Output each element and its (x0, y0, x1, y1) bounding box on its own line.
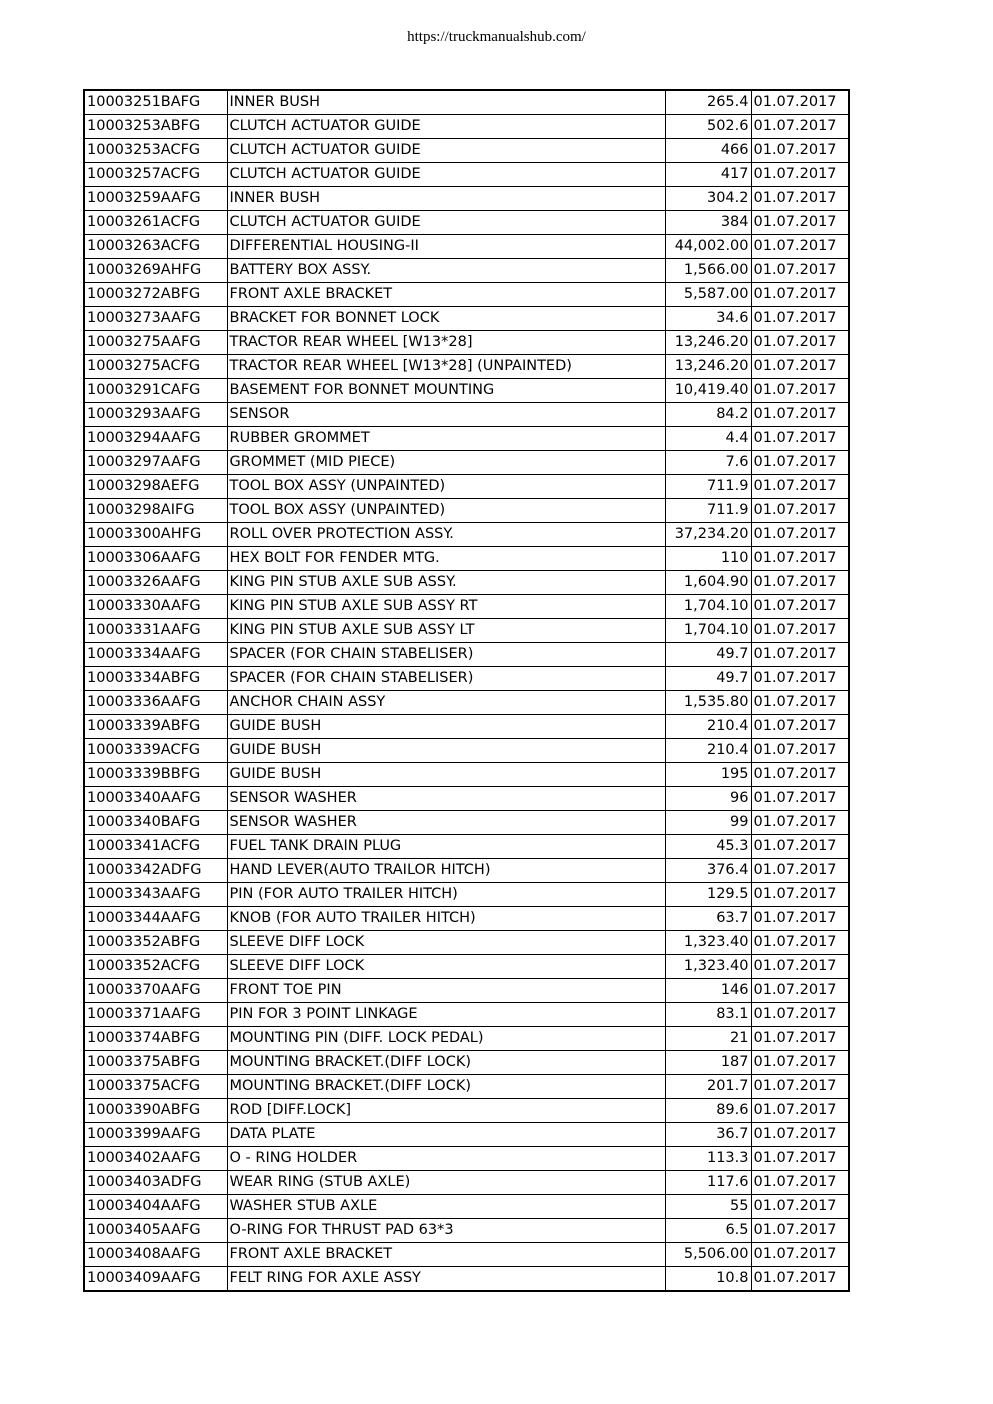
part-price-cell: 187 (665, 1051, 751, 1075)
part-code-cell: 10003272ABFG (84, 283, 227, 307)
part-price-cell: 711.9 (665, 475, 751, 499)
table-row (84, 235, 849, 259)
effective-date-cell: 01.07.2017 (751, 835, 849, 859)
table-row (84, 691, 849, 715)
effective-date-cell: 01.07.2017 (751, 1003, 849, 1027)
part-description-cell: SLEEVE DIFF LOCK (227, 931, 665, 955)
table-row (84, 763, 849, 787)
effective-date-cell: 01.07.2017 (751, 931, 849, 955)
part-description-cell: SENSOR (227, 403, 665, 427)
part-code-cell: 10003298AIFG (84, 499, 227, 523)
part-code-cell: 10003298AEFG (84, 475, 227, 499)
part-code-cell: 10003408AAFG (84, 1243, 227, 1267)
effective-date-cell: 01.07.2017 (751, 139, 849, 163)
part-description-cell: GUIDE BUSH (227, 715, 665, 739)
part-description-cell: HAND LEVER(AUTO TRAILOR HITCH) (227, 859, 665, 883)
part-price-cell: 13,246.20 (665, 355, 751, 379)
part-description-cell: ROD [DIFF.LOCK] (227, 1099, 665, 1123)
effective-date-cell: 01.07.2017 (751, 595, 849, 619)
part-price-cell: 34.6 (665, 307, 751, 331)
effective-date-cell: 01.07.2017 (751, 235, 849, 259)
table-row (84, 883, 849, 907)
part-code-cell: 10003390ABFG (84, 1099, 227, 1123)
effective-date-cell: 01.07.2017 (751, 283, 849, 307)
part-price-cell: 1,566.00 (665, 259, 751, 283)
part-price-cell: 384 (665, 211, 751, 235)
part-description-cell: MOUNTING BRACKET.(DIFF LOCK) (227, 1075, 665, 1099)
part-code-cell: 10003339BBFG (84, 763, 227, 787)
part-description-cell: PIN (FOR AUTO TRAILER HITCH) (227, 883, 665, 907)
effective-date-cell: 01.07.2017 (751, 187, 849, 211)
part-price-cell: 83.1 (665, 1003, 751, 1027)
table-row (84, 259, 849, 283)
effective-date-cell: 01.07.2017 (751, 859, 849, 883)
part-code-cell: 10003330AAFG (84, 595, 227, 619)
table-row (84, 1003, 849, 1027)
table-row (84, 163, 849, 187)
part-price-cell: 376.4 (665, 859, 751, 883)
part-price-cell: 89.6 (665, 1099, 751, 1123)
table-row (84, 955, 849, 979)
part-price-cell: 117.6 (665, 1171, 751, 1195)
part-code-cell: 10003341ACFG (84, 835, 227, 859)
part-description-cell: KING PIN STUB AXLE SUB ASSY. (227, 571, 665, 595)
part-code-cell: 10003251BAFG (84, 90, 227, 115)
effective-date-cell: 01.07.2017 (751, 1171, 849, 1195)
part-price-cell: 1,704.10 (665, 595, 751, 619)
part-code-cell: 10003371AAFG (84, 1003, 227, 1027)
part-description-cell: GUIDE BUSH (227, 739, 665, 763)
effective-date-cell: 01.07.2017 (751, 307, 849, 331)
part-code-cell: 10003403ADFG (84, 1171, 227, 1195)
part-price-cell: 5,506.00 (665, 1243, 751, 1267)
effective-date-cell: 01.07.2017 (751, 715, 849, 739)
effective-date-cell: 01.07.2017 (751, 475, 849, 499)
part-description-cell: CLUTCH ACTUATOR GUIDE (227, 115, 665, 139)
part-description-cell: MOUNTING BRACKET.(DIFF LOCK) (227, 1051, 665, 1075)
effective-date-cell: 01.07.2017 (751, 547, 849, 571)
part-description-cell: FRONT AXLE BRACKET (227, 283, 665, 307)
effective-date-cell: 01.07.2017 (751, 90, 849, 115)
effective-date-cell: 01.07.2017 (751, 1195, 849, 1219)
part-code-cell: 10003294AAFG (84, 427, 227, 451)
part-code-cell: 10003291CAFG (84, 379, 227, 403)
part-price-cell: 711.9 (665, 499, 751, 523)
header-url: https://truckmanualshub.com/ (407, 29, 586, 45)
table-row (84, 787, 849, 811)
table-row (84, 475, 849, 499)
part-code-cell: 10003352ACFG (84, 955, 227, 979)
part-code-cell: 10003326AAFG (84, 571, 227, 595)
part-price-cell: 13,246.20 (665, 331, 751, 355)
part-code-cell: 10003375ACFG (84, 1075, 227, 1099)
part-description-cell: DIFFERENTIAL HOUSING-II (227, 235, 665, 259)
table-row (84, 1099, 849, 1123)
part-description-cell: TOOL BOX ASSY (UNPAINTED) (227, 499, 665, 523)
table-row (84, 595, 849, 619)
effective-date-cell: 01.07.2017 (751, 523, 849, 547)
part-code-cell: 10003399AAFG (84, 1123, 227, 1147)
table-row (84, 451, 849, 475)
part-description-cell: ANCHOR CHAIN ASSY (227, 691, 665, 715)
part-code-cell: 10003300AHFG (84, 523, 227, 547)
effective-date-cell: 01.07.2017 (751, 211, 849, 235)
part-price-cell: 210.4 (665, 715, 751, 739)
part-description-cell: SENSOR WASHER (227, 811, 665, 835)
part-description-cell: ROLL OVER PROTECTION ASSY. (227, 523, 665, 547)
part-price-cell: 129.5 (665, 883, 751, 907)
table-row (84, 1051, 849, 1075)
part-price-cell: 21 (665, 1027, 751, 1051)
part-description-cell: PIN FOR 3 POINT LINKAGE (227, 1003, 665, 1027)
effective-date-cell: 01.07.2017 (751, 787, 849, 811)
effective-date-cell: 01.07.2017 (751, 259, 849, 283)
part-description-cell: O-RING FOR THRUST PAD 63*3 (227, 1219, 665, 1243)
effective-date-cell: 01.07.2017 (751, 619, 849, 643)
table-row (84, 1075, 849, 1099)
part-description-cell: INNER BUSH (227, 90, 665, 115)
effective-date-cell: 01.07.2017 (751, 811, 849, 835)
part-code-cell: 10003297AAFG (84, 451, 227, 475)
table-row (84, 835, 849, 859)
effective-date-cell: 01.07.2017 (751, 643, 849, 667)
effective-date-cell: 01.07.2017 (751, 427, 849, 451)
part-price-cell: 201.7 (665, 1075, 751, 1099)
part-price-cell: 265.4 (665, 90, 751, 115)
part-description-cell: FRONT TOE PIN (227, 979, 665, 1003)
table-row (84, 547, 849, 571)
table-row (84, 283, 849, 307)
part-code-cell: 10003340BAFG (84, 811, 227, 835)
table-row (84, 523, 849, 547)
effective-date-cell: 01.07.2017 (751, 907, 849, 931)
part-description-cell: WASHER STUB AXLE (227, 1195, 665, 1219)
part-description-cell: KING PIN STUB AXLE SUB ASSY LT (227, 619, 665, 643)
part-code-cell: 10003340AAFG (84, 787, 227, 811)
table-row (84, 355, 849, 379)
effective-date-cell: 01.07.2017 (751, 1243, 849, 1267)
effective-date-cell: 01.07.2017 (751, 379, 849, 403)
effective-date-cell: 01.07.2017 (751, 403, 849, 427)
part-description-cell: MOUNTING PIN (DIFF. LOCK PEDAL) (227, 1027, 665, 1051)
part-description-cell: GUIDE BUSH (227, 763, 665, 787)
part-price-cell: 49.7 (665, 643, 751, 667)
part-price-cell: 49.7 (665, 667, 751, 691)
part-price-cell: 7.6 (665, 451, 751, 475)
effective-date-cell: 01.07.2017 (751, 1219, 849, 1243)
part-description-cell: CLUTCH ACTUATOR GUIDE (227, 211, 665, 235)
table-row (84, 643, 849, 667)
part-code-cell: 10003342ADFG (84, 859, 227, 883)
part-code-cell: 10003370AAFG (84, 979, 227, 1003)
table-row (84, 1147, 849, 1171)
part-code-cell: 10003405AAFG (84, 1219, 227, 1243)
effective-date-cell: 01.07.2017 (751, 163, 849, 187)
part-code-cell: 10003331AAFG (84, 619, 227, 643)
part-price-cell: 99 (665, 811, 751, 835)
part-code-cell: 10003253ABFG (84, 115, 227, 139)
part-code-cell: 10003253ACFG (84, 139, 227, 163)
part-description-cell: SPACER (FOR CHAIN STABELISER) (227, 667, 665, 691)
effective-date-cell: 01.07.2017 (751, 115, 849, 139)
effective-date-cell: 01.07.2017 (751, 979, 849, 1003)
effective-date-cell: 01.07.2017 (751, 1027, 849, 1051)
effective-date-cell: 01.07.2017 (751, 1099, 849, 1123)
part-code-cell: 10003334AAFG (84, 643, 227, 667)
table-row (84, 1027, 849, 1051)
part-description-cell: FELT RING FOR AXLE ASSY (227, 1267, 665, 1292)
parts-table-body (84, 90, 849, 1291)
part-price-cell: 1,604.90 (665, 571, 751, 595)
effective-date-cell: 01.07.2017 (751, 883, 849, 907)
part-price-cell: 1,704.10 (665, 619, 751, 643)
part-price-cell: 146 (665, 979, 751, 1003)
part-code-cell: 10003402AAFG (84, 1147, 227, 1171)
effective-date-cell: 01.07.2017 (751, 691, 849, 715)
part-price-cell: 4.4 (665, 427, 751, 451)
part-code-cell: 10003293AAFG (84, 403, 227, 427)
part-description-cell: KNOB (FOR AUTO TRAILER HITCH) (227, 907, 665, 931)
table-row (84, 90, 849, 115)
part-price-cell: 84.2 (665, 403, 751, 427)
part-code-cell: 10003336AAFG (84, 691, 227, 715)
effective-date-cell: 01.07.2017 (751, 499, 849, 523)
part-code-cell: 10003334ABFG (84, 667, 227, 691)
part-price-cell: 304.2 (665, 187, 751, 211)
table-row (84, 1243, 849, 1267)
table-row (84, 1171, 849, 1195)
part-price-cell: 63.7 (665, 907, 751, 931)
table-row (84, 307, 849, 331)
part-price-cell: 110 (665, 547, 751, 571)
table-row (84, 1123, 849, 1147)
part-description-cell: RUBBER GROMMET (227, 427, 665, 451)
part-code-cell: 10003257ACFG (84, 163, 227, 187)
effective-date-cell: 01.07.2017 (751, 355, 849, 379)
part-description-cell: WEAR RING (STUB AXLE) (227, 1171, 665, 1195)
part-code-cell: 10003352ABFG (84, 931, 227, 955)
part-price-cell: 37,234.20 (665, 523, 751, 547)
part-price-cell: 210.4 (665, 739, 751, 763)
effective-date-cell: 01.07.2017 (751, 331, 849, 355)
part-code-cell: 10003275ACFG (84, 355, 227, 379)
table-row (84, 187, 849, 211)
part-description-cell: CLUTCH ACTUATOR GUIDE (227, 163, 665, 187)
part-price-cell: 10,419.40 (665, 379, 751, 403)
effective-date-cell: 01.07.2017 (751, 667, 849, 691)
part-description-cell: BASEMENT FOR BONNET MOUNTING (227, 379, 665, 403)
part-code-cell: 10003339ACFG (84, 739, 227, 763)
table-row (84, 1267, 849, 1292)
part-description-cell: SPACER (FOR CHAIN STABELISER) (227, 643, 665, 667)
part-description-cell: INNER BUSH (227, 187, 665, 211)
part-code-cell: 10003261ACFG (84, 211, 227, 235)
part-price-cell: 96 (665, 787, 751, 811)
part-description-cell: TRACTOR REAR WHEEL [W13*28] (227, 331, 665, 355)
effective-date-cell: 01.07.2017 (751, 451, 849, 475)
table-row (84, 739, 849, 763)
table-row (84, 931, 849, 955)
table-row (84, 811, 849, 835)
effective-date-cell: 01.07.2017 (751, 955, 849, 979)
part-price-cell: 10.8 (665, 1267, 751, 1292)
table-row (84, 499, 849, 523)
table-row (84, 1219, 849, 1243)
part-code-cell: 10003259AAFG (84, 187, 227, 211)
table-row (84, 115, 849, 139)
part-description-cell: BRACKET FOR BONNET LOCK (227, 307, 665, 331)
part-price-cell: 5,587.00 (665, 283, 751, 307)
part-price-cell: 1,323.40 (665, 931, 751, 955)
table-row (84, 667, 849, 691)
effective-date-cell: 01.07.2017 (751, 1075, 849, 1099)
effective-date-cell: 01.07.2017 (751, 1051, 849, 1075)
part-description-cell: FUEL TANK DRAIN PLUG (227, 835, 665, 859)
part-code-cell: 10003273AAFG (84, 307, 227, 331)
part-description-cell: CLUTCH ACTUATOR GUIDE (227, 139, 665, 163)
effective-date-cell: 01.07.2017 (751, 763, 849, 787)
part-description-cell: HEX BOLT FOR FENDER MTG. (227, 547, 665, 571)
part-code-cell: 10003409AAFG (84, 1267, 227, 1292)
table-row (84, 403, 849, 427)
part-description-cell: GROMMET (MID PIECE) (227, 451, 665, 475)
table-row (84, 331, 849, 355)
table-row (84, 979, 849, 1003)
table-row (84, 427, 849, 451)
part-description-cell: DATA PLATE (227, 1123, 665, 1147)
table-row (84, 859, 849, 883)
part-price-cell: 6.5 (665, 1219, 751, 1243)
part-code-cell: 10003374ABFG (84, 1027, 227, 1051)
part-price-cell: 44,002.00 (665, 235, 751, 259)
part-code-cell: 10003306AAFG (84, 547, 227, 571)
part-code-cell: 10003263ACFG (84, 235, 227, 259)
part-price-cell: 195 (665, 763, 751, 787)
part-price-cell: 417 (665, 163, 751, 187)
effective-date-cell: 01.07.2017 (751, 571, 849, 595)
part-description-cell: KING PIN STUB AXLE SUB ASSY RT (227, 595, 665, 619)
part-code-cell: 10003344AAFG (84, 907, 227, 931)
part-code-cell: 10003269AHFG (84, 259, 227, 283)
table-row (84, 619, 849, 643)
part-price-cell: 55 (665, 1195, 751, 1219)
part-price-cell: 466 (665, 139, 751, 163)
part-code-cell: 10003339ABFG (84, 715, 227, 739)
part-price-cell: 36.7 (665, 1123, 751, 1147)
part-price-cell: 45.3 (665, 835, 751, 859)
table-row (84, 907, 849, 931)
part-price-cell: 1,535.80 (665, 691, 751, 715)
table-row (84, 571, 849, 595)
part-description-cell: BATTERY BOX ASSY. (227, 259, 665, 283)
part-code-cell: 10003343AAFG (84, 883, 227, 907)
part-code-cell: 10003375ABFG (84, 1051, 227, 1075)
part-description-cell: O - RING HOLDER (227, 1147, 665, 1171)
part-price-cell: 502.6 (665, 115, 751, 139)
part-price-cell: 1,323.40 (665, 955, 751, 979)
part-description-cell: SENSOR WASHER (227, 787, 665, 811)
table-row (84, 139, 849, 163)
effective-date-cell: 01.07.2017 (751, 1123, 849, 1147)
effective-date-cell: 01.07.2017 (751, 1147, 849, 1171)
effective-date-cell: 01.07.2017 (751, 739, 849, 763)
part-description-cell: TOOL BOX ASSY (UNPAINTED) (227, 475, 665, 499)
parts-price-table (83, 89, 850, 1292)
table-row (84, 211, 849, 235)
effective-date-cell: 01.07.2017 (751, 1267, 849, 1292)
table-row (84, 715, 849, 739)
part-description-cell: TRACTOR REAR WHEEL [W13*28] (UNPAINTED) (227, 355, 665, 379)
part-description-cell: FRONT AXLE BRACKET (227, 1243, 665, 1267)
part-description-cell: SLEEVE DIFF LOCK (227, 955, 665, 979)
part-price-cell: 113.3 (665, 1147, 751, 1171)
table-row (84, 379, 849, 403)
part-code-cell: 10003404AAFG (84, 1195, 227, 1219)
table-row (84, 1195, 849, 1219)
part-code-cell: 10003275AAFG (84, 331, 227, 355)
